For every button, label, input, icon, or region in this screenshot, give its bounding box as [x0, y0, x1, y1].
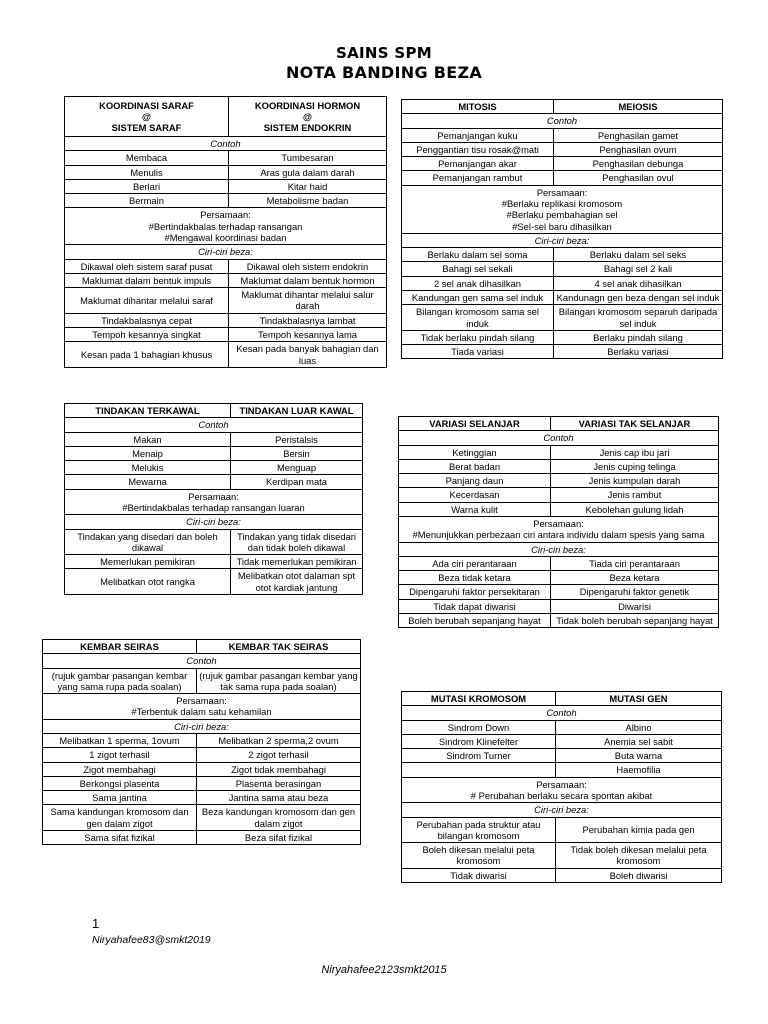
- cell-line: SISTEM ENDOKRIN: [263, 122, 352, 134]
- table-cell: Peristalsis: [231, 432, 363, 446]
- contoh-label: Contoh: [65, 418, 363, 432]
- header-mutasi-gen: MUTASI GEN: [556, 692, 722, 706]
- header-meiosis: MEIOSIS: [554, 100, 723, 114]
- table-cell: Maklumat dihantar melalui salur darah: [229, 288, 387, 314]
- table-cell: Kandunagn gen beza dengan sel induk: [554, 290, 723, 304]
- table-cell: Dipengaruhi faktor genetik: [551, 585, 719, 599]
- table-cell: Menaip: [65, 446, 231, 460]
- table-cell: Berkongsi plasenta: [43, 776, 197, 790]
- table-cell: Zigot tidak membahagi: [197, 762, 361, 776]
- cell-line: @: [141, 110, 152, 122]
- table-row: [402, 868, 722, 882]
- table-cell: Beza tidak ketara: [399, 571, 551, 585]
- table-cell: Tempoh kesannya lama: [229, 327, 387, 341]
- table-mitosis: [401, 99, 723, 359]
- header-tindakan-luar-kawal: TINDAKAN LUAR KAWAL: [231, 404, 363, 418]
- table-cell: Penghasilan debunga: [554, 157, 723, 171]
- table-cell: Pemanjangan akar: [402, 157, 554, 171]
- persamaan-cell: [43, 694, 361, 720]
- table-cell: Dikawal oleh sistem endokrin: [229, 259, 387, 273]
- contoh-label: Contoh: [399, 431, 719, 445]
- persamaan-cell: [65, 208, 387, 245]
- ciri-label: Ciri-ciri beza:: [399, 542, 719, 556]
- table-cell: Kandungan gen sama sel induk: [402, 290, 554, 304]
- cell-line: Persamaan:: [176, 695, 227, 707]
- header-koordinasi-saraf: [65, 97, 229, 137]
- table-cell: Albino: [556, 720, 722, 734]
- table-row: [399, 488, 719, 502]
- table-row: [65, 555, 363, 569]
- cell-line: Persamaan:: [188, 490, 239, 502]
- table-row: [402, 817, 722, 843]
- table-row: [399, 556, 719, 570]
- table-row: [65, 179, 387, 193]
- table-cell: Maklumat dalam bentuk impuls: [65, 273, 229, 287]
- table-row: [402, 749, 722, 763]
- table-cell: Bahagi sel 2 kali: [554, 262, 723, 276]
- cell-line: #Berlaku replikasi kromosom: [501, 197, 623, 209]
- table-cell: Panjang daun: [399, 474, 551, 488]
- table-variasi: [398, 416, 719, 628]
- table-row: [402, 763, 722, 777]
- table-cell: Aras gula dalam darah: [229, 165, 387, 179]
- author-signature-bottom: Niryahafee2123smkt2015: [321, 964, 447, 976]
- table-cell: Kesan pada banyak bahagian dan luas: [229, 342, 387, 368]
- table-cell: Menulis: [65, 165, 229, 179]
- table-row: [43, 668, 361, 694]
- contoh-label: Contoh: [43, 654, 361, 668]
- table-row: [43, 791, 361, 805]
- table-cell: Penghasilan ovul: [554, 171, 723, 185]
- table-cell: Bermain: [65, 194, 229, 208]
- persamaan-cell: [65, 489, 363, 515]
- table-cell: Maklumat dihantar melalui saraf: [65, 288, 229, 314]
- header-kembar-seiras: KEMBAR SEIRAS: [43, 640, 197, 654]
- table-cell: Jenis cap ibu jari: [551, 445, 719, 459]
- cell-line: KOORDINASI HORMON: [254, 99, 361, 111]
- table-row: [43, 805, 361, 831]
- table-cell: Beza sifat fizikal: [197, 830, 361, 844]
- table-cell: 1 zigot terhasil: [43, 748, 197, 762]
- cell-line: Persamaan:: [533, 517, 584, 529]
- table-cell: Dipengaruhi faktor persekitaran: [399, 585, 551, 599]
- cell-line: #Menunjukkan perbezaan ciri antara individu dalam spesis yang sama: [412, 529, 705, 541]
- table-row: [402, 171, 723, 185]
- contoh-label: Contoh: [402, 114, 723, 128]
- table-kembar: [42, 639, 361, 845]
- header-koordinasi-hormon: [229, 97, 387, 137]
- table-cell: Sama sifat fizikal: [43, 830, 197, 844]
- table-row: [65, 529, 363, 555]
- table-cell: Makan: [65, 432, 231, 446]
- ciri-label: Ciri-ciri beza:: [65, 515, 363, 529]
- table-row: [65, 342, 387, 368]
- table-cell: Sindrom Down: [402, 720, 556, 734]
- table-row: [65, 327, 387, 341]
- table-cell: Tiada ciri perantaraan: [551, 556, 719, 570]
- table-row: [402, 290, 723, 304]
- table-row: [402, 248, 723, 262]
- table-cell: Berat badan: [399, 459, 551, 473]
- table-row: [402, 734, 722, 748]
- author-signature: Niryahafee83@smkt2019: [92, 934, 211, 946]
- table-cell: Sama kandungan kromosom dan gen dalam zigot: [43, 805, 197, 831]
- table-cell: 2 zigot terhasil: [197, 748, 361, 762]
- table-cell: Bilangan kromosom separuh daripada sel induk: [554, 305, 723, 331]
- table-cell: 2 sel anak dihasilkan: [402, 276, 554, 290]
- page-subtitle: NOTA BANDING BEZA: [285, 63, 483, 82]
- persamaan-cell: [402, 777, 722, 803]
- table-cell: Tidak memerlukan pemikiran: [231, 555, 363, 569]
- table-row: [399, 502, 719, 516]
- table-row: [402, 262, 723, 276]
- table-cell: Bahagi sel sekali: [402, 262, 554, 276]
- table-row: [65, 461, 363, 475]
- table-cell: Tumbesaran: [229, 151, 387, 165]
- cell-line: Persamaan:: [536, 778, 587, 790]
- table-tindakan: [64, 403, 363, 595]
- table-cell: Tindakbalasnya cepat: [65, 313, 229, 327]
- cell-line: Persamaan:: [536, 186, 588, 198]
- cell-line: @: [302, 110, 313, 122]
- ciri-label: Ciri-ciri beza:: [43, 719, 361, 733]
- ciri-label: Ciri-ciri beza:: [402, 233, 723, 247]
- table-cell: Tempoh kesannya singkat: [65, 327, 229, 341]
- table-cell: Boleh dikesan melalui peta kromosom: [402, 843, 556, 869]
- table-row: [65, 259, 387, 273]
- table-row: [399, 571, 719, 585]
- table-cell: Penghasilan gamet: [554, 128, 723, 142]
- page-title: SAINS SPM: [336, 44, 432, 62]
- table-cell: Ada ciri perantaraan: [399, 556, 551, 570]
- table-cell: Berlaku dalam sel soma: [402, 248, 554, 262]
- table-cell: Bersin: [231, 446, 363, 460]
- table-cell: (rujuk gambar pasangan kembar yang sama rupa pada soalan): [43, 668, 197, 694]
- table-cell: Jenis cuping telinga: [551, 459, 719, 473]
- table-cell: Memerlukan pemikiran: [65, 555, 231, 569]
- header-tindakan-terkawal: TINDAKAN TERKAWAL: [65, 404, 231, 418]
- table-row: [402, 720, 722, 734]
- table-row: [399, 585, 719, 599]
- table-cell: Kebolehan gulung lidah: [551, 502, 719, 516]
- table-row: [43, 762, 361, 776]
- table-row: [65, 313, 387, 327]
- table-cell: Boleh diwarisi: [556, 868, 722, 882]
- table-cell: Dikawal oleh sistem saraf pusat: [65, 259, 229, 273]
- table-cell: Buta warna: [556, 749, 722, 763]
- table-cell: Sindrom Klinefelter: [402, 734, 556, 748]
- table-cell: Maklumat dalam bentuk hormon: [229, 273, 387, 287]
- table-row: [402, 157, 723, 171]
- cell-line: Persamaan:: [200, 209, 251, 221]
- table-row: [402, 305, 723, 331]
- table-cell: Diwarisi: [551, 599, 719, 613]
- header-mitosis: MITOSIS: [402, 100, 554, 114]
- table-mutasi: [401, 691, 722, 883]
- table-cell: Boleh berubah sepanjang hayat: [399, 613, 551, 627]
- cell-line: #Sel-sel baru dihasilkan: [512, 220, 612, 232]
- table-row: [402, 276, 723, 290]
- table-cell: Melibatkan 1 sperma, 1ovum: [43, 733, 197, 747]
- table-row: [43, 748, 361, 762]
- table-cell: Berlari: [65, 179, 229, 193]
- table-row: [65, 569, 363, 595]
- table-cell: Beza ketara: [551, 571, 719, 585]
- table-row: [65, 432, 363, 446]
- table-cell: Haemofilia: [556, 763, 722, 777]
- table-cell: Menguap: [231, 461, 363, 475]
- table-cell: [402, 763, 556, 777]
- table-cell: Kitar haid: [229, 179, 387, 193]
- table-row: [402, 128, 723, 142]
- contoh-label: Contoh: [65, 137, 387, 151]
- table-row: [43, 776, 361, 790]
- table-row: [399, 474, 719, 488]
- table-row: [402, 843, 722, 869]
- cell-line: #Bertindakbalas terhadap ransangan luaran: [122, 501, 305, 513]
- table-cell: Warna kulit: [399, 502, 551, 516]
- cell-line: #Terbentuk dalam satu kehamilan: [131, 706, 272, 718]
- table-cell: Metabolisme badan: [229, 194, 387, 208]
- table-cell: Plasenta berasingan: [197, 776, 361, 790]
- table-cell: Bilangan kromosom sama sel induk: [402, 305, 554, 331]
- table-cell: Anemia sel sabit: [556, 734, 722, 748]
- table-cell: Perubahan kimia pada gen: [556, 817, 722, 843]
- table-cell: Melibatkan otot rangka: [65, 569, 231, 595]
- table-cell: Mewarna: [65, 475, 231, 489]
- table-cell: Berlaku dalam sel seks: [554, 248, 723, 262]
- persamaan-cell: [402, 185, 723, 233]
- header-variasi-selanjar: VARIASI SELANJAR: [399, 417, 551, 431]
- table-cell: Tidak dapat diwarisi: [399, 599, 551, 613]
- table-row: [402, 330, 723, 344]
- table-cell: Jenis rambut: [551, 488, 719, 502]
- table-cell: Tidak diwarisi: [402, 868, 556, 882]
- table-row: [65, 475, 363, 489]
- table-cell: Penghasilan ovum: [554, 142, 723, 156]
- table-row: [65, 151, 387, 165]
- table-cell: Jantina sama atau beza: [197, 791, 361, 805]
- ciri-label: Ciri-ciri beza:: [402, 803, 722, 817]
- table-cell: Tidak boleh dikesan melalui peta kromosom: [556, 843, 722, 869]
- table-cell: Ketinggian: [399, 445, 551, 459]
- cell-line: KOORDINASI SARAF: [99, 99, 194, 111]
- header-kembar-tak-seiras: KEMBAR TAK SEIRAS: [197, 640, 361, 654]
- table-row: [43, 733, 361, 747]
- table-row: [402, 345, 723, 359]
- table-row: [402, 142, 723, 156]
- cell-line: #Bertindakbalas terhadap ransangan: [148, 220, 303, 232]
- table-cell: 4 sel anak dihasilkan: [554, 276, 723, 290]
- table-row: [65, 273, 387, 287]
- table-cell: Sindrom Turner: [402, 749, 556, 763]
- table-row: [65, 194, 387, 208]
- table-cell: Zigot membahagi: [43, 762, 197, 776]
- ciri-label: Ciri-ciri beza:: [65, 245, 387, 259]
- persamaan-cell: [399, 516, 719, 542]
- table-cell: Berlaku variasi: [554, 345, 723, 359]
- cell-line: # Perubahan berlaku secara spontan akibat: [470, 789, 653, 801]
- table-cell: Berlaku pindah silang: [554, 330, 723, 344]
- table-koordinasi: [64, 96, 387, 368]
- table-row: [399, 445, 719, 459]
- table-cell: Jenis kumpulan darah: [551, 474, 719, 488]
- table-cell: Tidak boleh berubah sepanjang hayat: [551, 613, 719, 627]
- table-row: [399, 459, 719, 473]
- table-cell: Tindakan yang tidak disedari dan tidak boleh dikawal: [231, 529, 363, 555]
- contoh-label: Contoh: [402, 706, 722, 720]
- table-cell: Melibatkan otot dalaman spt otot kardiak jantung: [231, 569, 363, 595]
- table-cell: Beza kandungan kromosom dan gen dalam zigot: [197, 805, 361, 831]
- table-cell: Kerdipan mata: [231, 475, 363, 489]
- cell-line: #Mengawal koordinasi badan: [164, 231, 287, 243]
- table-row: [43, 830, 361, 844]
- table-cell: Tiada variasi: [402, 345, 554, 359]
- table-cell: Pemanjangan rambut: [402, 171, 554, 185]
- header-variasi-tak-selanjar: VARIASI TAK SELANJAR: [551, 417, 719, 431]
- table-cell: Tidak berlaku pindah silang: [402, 330, 554, 344]
- header-mutasi-kromosom: MUTASI KROMOSOM: [402, 692, 556, 706]
- table-cell: Sama jantina: [43, 791, 197, 805]
- table-row: [65, 446, 363, 460]
- table-cell: Kesan pada 1 bahagian khusus: [65, 342, 229, 368]
- table-row: [65, 288, 387, 314]
- table-row: [65, 165, 387, 179]
- table-cell: Membaca: [65, 151, 229, 165]
- cell-line: SISTEM SARAF: [111, 122, 182, 134]
- page-number: 1: [92, 916, 100, 931]
- table-row: [399, 599, 719, 613]
- table-cell: Tindakan yang disedari dan boleh dikawal: [65, 529, 231, 555]
- table-cell: (rujuk gambar pasangan kembar yang tak sama rupa pada soalan): [197, 668, 361, 694]
- table-cell: Tindakbalasnya lambat: [229, 313, 387, 327]
- table-cell: Kecerdasan: [399, 488, 551, 502]
- table-cell: Penggantian tisu rosak@mati: [402, 142, 554, 156]
- table-cell: Melukis: [65, 461, 231, 475]
- table-row: [399, 613, 719, 627]
- cell-line: #Berlaku pembahagian sel: [506, 209, 618, 221]
- table-cell: Pemanjangan kuku: [402, 128, 554, 142]
- table-cell: Melibatkan 2 sperma,2 ovum: [197, 733, 361, 747]
- table-cell: Perubahan pada struktur atau bilangan kromosom: [402, 817, 556, 843]
